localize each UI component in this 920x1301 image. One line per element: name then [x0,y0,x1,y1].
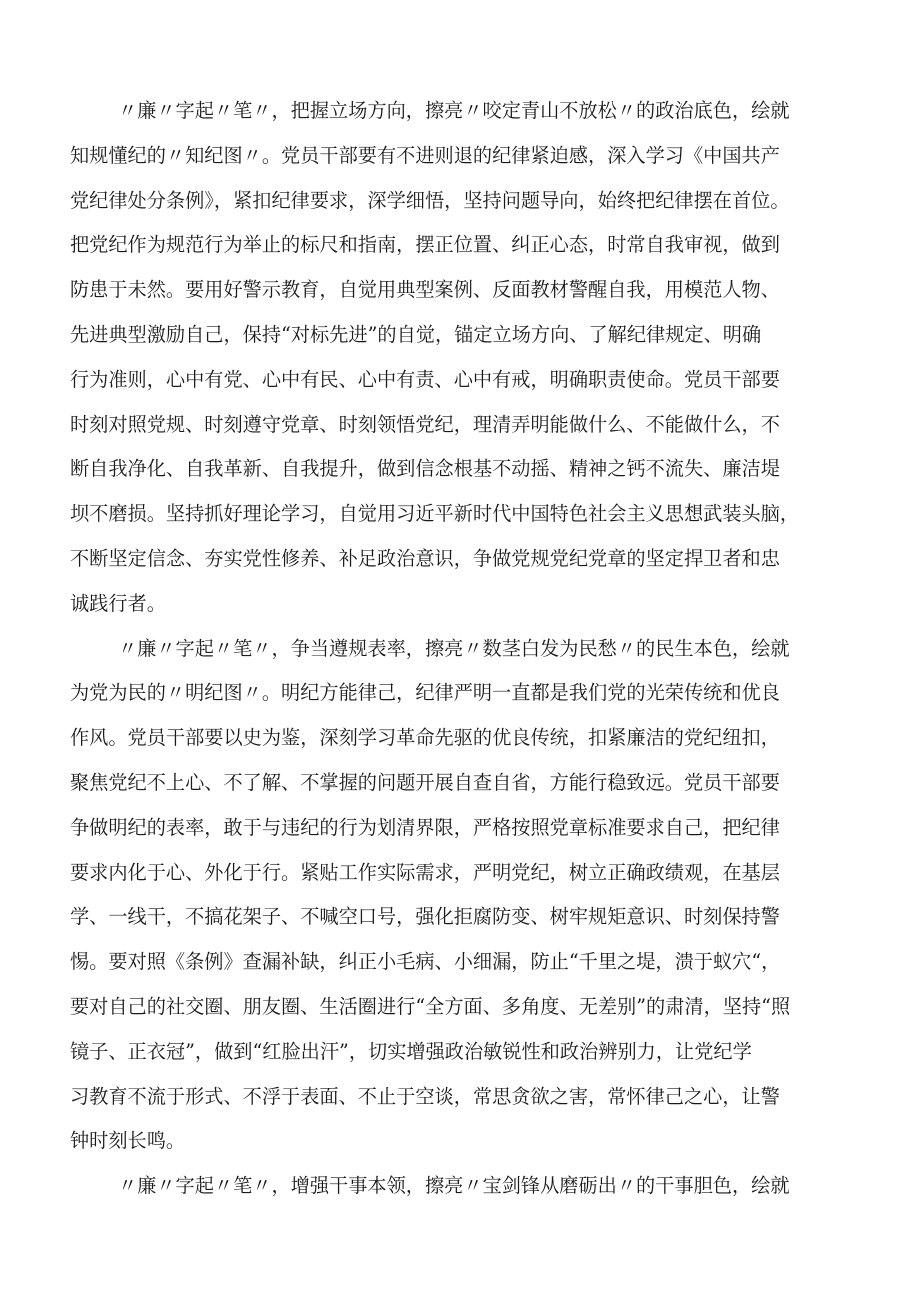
text-line: 争做明纪的表率，敢于与违纪的行为划清界限，严格按照党章标准要求自己，把纪律 [70,815,780,839]
text-line: 〃廉〃字起〃笔〃，增强干事本领，擦亮〃宝剑锋从磨砺出〃的干事胆色，绘就 [118,1174,790,1198]
text-line: 知规懂纪的〃知纪图〃。党员干部要有不进则退的纪律紧迫感，深入学习《中国共产 [70,143,780,167]
text-line: 先进典型激励自己，保持“对标先进”的自觉，锚定立场方向、了解纪律规定、明确 [70,322,762,346]
paragraph-2 [70,627,882,1165]
text-line: 要对自己的社交圈、朋友圈、生活圈进行“全方面、多角度、无差别”的肃清，坚持“照 [70,994,791,1018]
paragraph-3 [70,1164,882,1209]
text-line: 时刻对照党规、时刻遵守党章、时刻领悟党纪，理清弄明能做什么、不能做什么，不 [70,412,780,436]
text-line: 诚践行者。 [70,591,166,615]
text-line: 学、一线干，不搞花架子、不喊空口号，强化拒腐防变、树牢规矩意识、时刻保持警 [70,905,780,929]
text-line: 防患于未然。要用好警示教育，自觉用典型案例、反面教材警醒自我，用模范人物、 [70,278,780,302]
text-line: 为党为民的〃明纪图〃。明纪方能律己，纪律严明一直都是我们党的光荣传统和优良 [70,681,780,705]
text-line: 作风。党员干部要以史为鉴，深刻学习革命先驱的优良传统，扣紧廉洁的党纪纽扣， [70,726,780,750]
text-line: 习教育不流于形式、不浮于表面、不止于空谈，常思贪欲之害，常怀律己之心，让警 [70,1084,780,1108]
text-line: 镜子、正衣冠”，做到“红脸出汗”，切实增强政治敏锐性和政治辨别力，让党纪学 [70,1039,752,1063]
text-line: 要求内化于心、外化于行。紧贴工作实际需求，严明党纪，树立正确政绩观，在基层 [70,860,780,884]
text-line: 行为准则，心中有党、心中有民、心中有责、心中有戒，明确职责使命。党员干部要 [70,367,780,391]
text-line: 〃廉〃字起〃笔〃，把握立场方向，擦亮〃咬定青山不放松〃的政治底色，绘就 [118,99,790,122]
text-line: 断自我净化、自我革新、自我提升，做到信念根基不动摇、精神之钙不流失、廉洁堤 [70,457,780,481]
text-line: 钟时刻长鸣。 [70,1129,186,1153]
text-line: 把党纪作为规范行为举止的标尺和指南，摆正位置、纠正心态，时常自我审视，做到 [70,233,780,257]
text-line: 聚焦党纪不上心、不了解、不掌握的问题开展自查自省，方能行稳致远。党员干部要 [70,770,780,794]
document-body [70,89,882,1209]
text-line: 党纪律处分条例》，紧扣纪律要求，深学细悟，坚持问题导向，始终把纪律摆在首位。 [70,188,790,212]
text-line: 不断坚定信念、夯实党性修养、补足政治意识，争做党规党纪党章的坚定捍卫者和忠 [70,546,780,570]
paragraph-1 [70,89,882,627]
text-line: 坝不磨损。坚持抓好理论学习，自觉用习近平新时代中国特色社会主义思想武装头脑， [70,502,800,526]
text-line: 〃廉〃字起〃笔〃，争当遵规表率，擦亮〃数茎白发为民愁〃的民生本色，绘就 [118,636,790,660]
text-line: 惕。要对照《条例》查漏补缺，纠正小毛病、小细漏，防止“千里之堤，溃于蚁穴“， [70,950,781,974]
